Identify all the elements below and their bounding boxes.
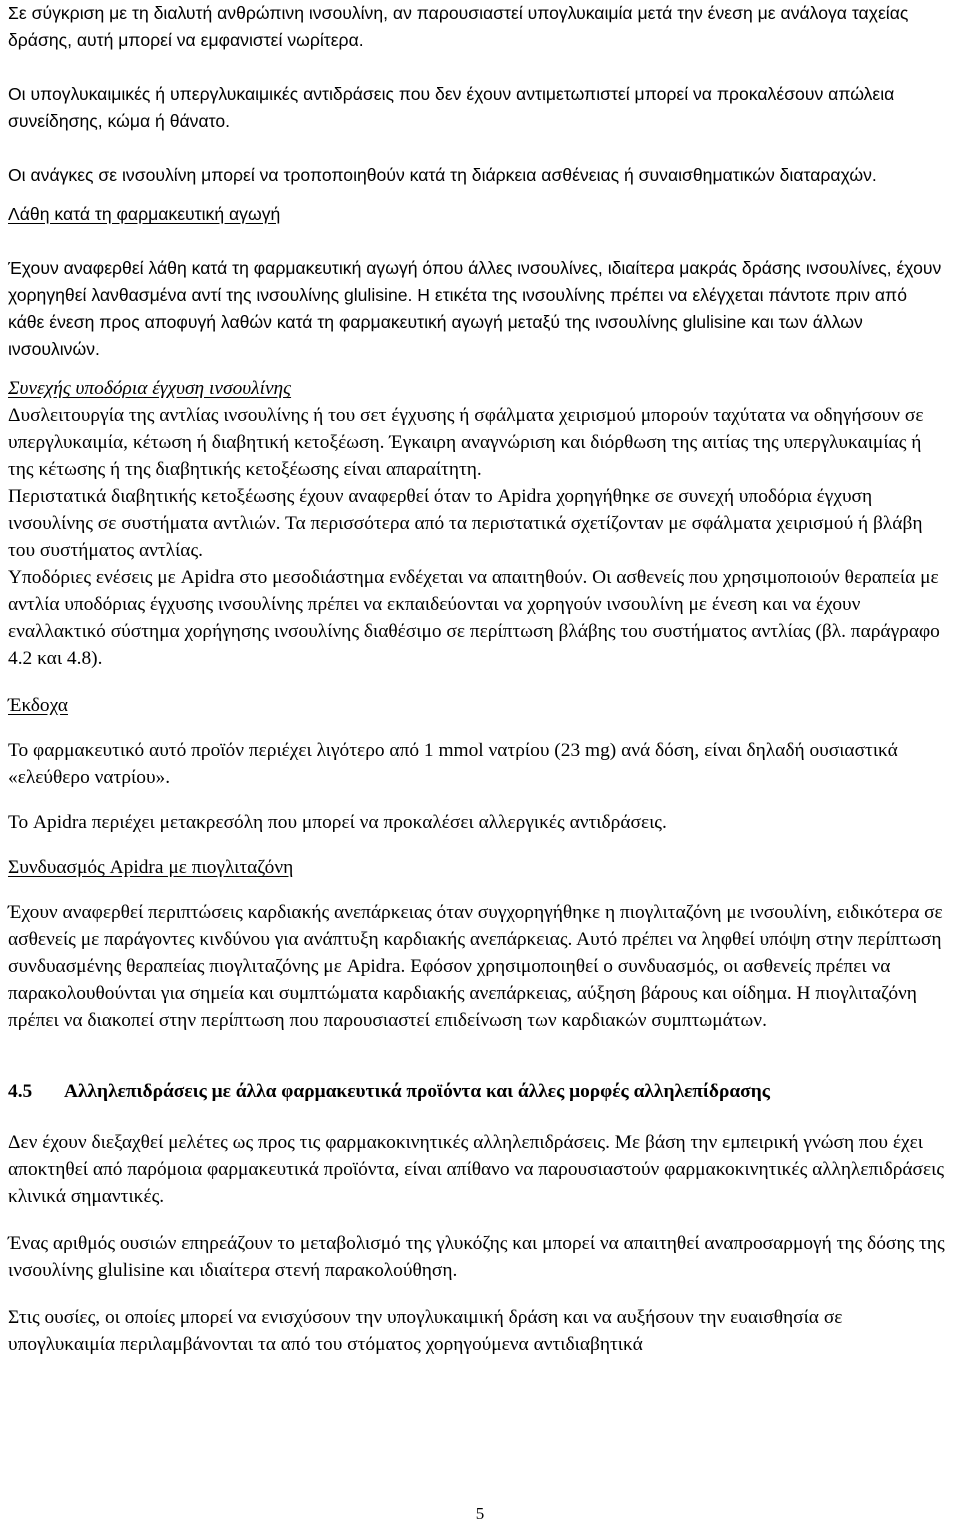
paragraph-untreated-reactions: Οι υπογλυκαιμικές ή υπεργλυκαιμικές αντιδράσεις που δεν έχουν αντιμετωπιστεί μπορεί να προκαλέσουν απώλεια συνείδησης, κώμα ή θάνατο. (8, 84, 895, 131)
paragraph-glucose-metabolism: Ένας αριθμός ουσιών επηρεάζουν το μεταβολισμό της γλυκόζης και μπορεί να απαιτηθεί αναπροσαρμογή της δόσης της ινσουλίνης glulisine και ιδιαίτερα στενή παρακολούθηση. (8, 1233, 945, 1281)
page-number: 5 (475, 1504, 485, 1523)
heading-continuous-infusion: Συνεχής υποδόρια έγχυση ινσουλίνης (8, 378, 292, 399)
heading-pioglitazone: Συνδυασμός Apidra με πιογλιταζόνη (8, 857, 294, 878)
paragraph-pioglitazone: Έχουν αναφερθεί περιπτώσεις καρδιακής ανεπάρκειας όταν συγχορηγήθηκε η πιογλιταζόνη με ινσουλίνη, ειδικότερα σε ασθενείς με παράγοντες κινδύνου για ανάπτυξη καρδιακής ανεπάρκειας. Αυτό πρέπει να ληφθεί υπόψη στην περίπτωση συνδυασμένης θεραπείας πιογλιταζόνης με Apidra. Εφόσον χρησιμοποιηθεί ο συνδυασμός, οι ασθενείς πρέπει να παρακολουθούνται για σημεία και συμπτώματα καρδιακής ανεπάρκειας, αύξηση βάρους και οίδημα. Η πιογλιταζόνη πρέπει να διακοπεί στην περίπτωση που παρουσιαστεί επιδείνωση των καρδιακών συμπτωμάτων. (8, 902, 943, 1031)
paragraph-sodium: Το φαρμακευτικό αυτό προϊόν περιέχει λιγότερο από 1 mmol νατρίου (23 mg) ανά δόση, είναι δηλαδή ουσιαστικά «ελεύθερο νατρίου». (8, 740, 898, 788)
section-number: 4.5 (8, 1081, 33, 1102)
section-title: Αλληλεπιδράσεις με άλλα φαρμακευτικά προϊόντα και άλλες μορφές αλληλεπίδρασης (64, 1081, 770, 1102)
heading-medication-errors: Λάθη κατά τη φαρμακευτική αγωγή (8, 204, 281, 224)
paragraph-ketoacidosis-cases: Περιστατικά διαβητικής κετοξέωσης έχουν αναφερθεί όταν το Apidra χορηγήθηκε σε συνεχή υποδόρια έγχυση ινσουλίνης σε συστήματα αντλιών. Τα περισσότερα από τα περιστατικά σχετίζονταν με σφάλματα χειρισμού ή βλάβη του συστήματος αντλίας. (8, 486, 923, 561)
paragraph-pk-interactions: Δεν έχουν διεξαχθεί μελέτες ως προς τις φαρμακοκινητικές αλληλεπιδράσεις. Με βάση την εμπειρική γνώση που έχει αποκτηθεί από παρόμοια φαρμακευτικά προϊόντα, είναι απίθανο να παρουσιαστούν φαρμακοκινητικές αλληλεπιδράσεις κλινικά σημαντικές. (8, 1132, 945, 1207)
paragraph-subcutaneous-injections: Υποδόριες ενέσεις με Apidra στο μεσοδιάστημα ενδέχεται να απαιτηθούν. Οι ασθενείς που χρησιμοποιούν θεραπεία με αντλία υποδόριας έγχυσης ινσουλίνης πρέπει να εκπαιδεύονται να χορηγούν ινσουλίνη με ένεση και να έχουν εναλλακτικό σύστημα χορήγησης ινσουλίνης διαθέσιμο σε περίπτωση βλάβης του συστήματος αντλίας (βλ. παράγραφο 4.2 και 4.8). (8, 567, 940, 669)
paragraph-insulin-needs: Οι ανάγκες σε ινσουλίνη μπορεί να τροποποιηθούν κατά τη διάρκεια ασθένειας ή συναισθηματικών διαταραχών. (8, 165, 877, 185)
paragraph-hypoglycemic-enhancers: Στις ουσίες, οι οποίες μπορεί να ενισχύσουν την υπογλυκαιμική δράση και να αυξήσουν την ευαισθησία σε υπογλυκαιμία περιλαμβάνονται τα από του στόματος χορηγούμενα αντιδιαβητικά (8, 1307, 843, 1355)
paragraph-pump-malfunction: Δυσλειτουργία της αντλίας ινσουλίνης ή του σετ έγχυσης ή σφάλματα χειρισμού μπορούν ταχύτατα να οδηγήσουν σε υπεργλυκαιμία, κέτωση ή διαβητική κετοξέωση. Έγκαιρη αναγνώριση και διόρθωση της αιτίας της υπεργλυκαιμίας ή της κέτωσης ή της διαβητικής κετοξέωσης είναι απαραίτητη. (8, 405, 924, 480)
section-4-5-heading (8, 1078, 948, 1105)
paragraph-hypoglycemia-onset: Σε σύγκριση με τη διαλυτή ανθρώπινη ινσουλίνη, αν παρουσιαστεί υπογλυκαιμία μετά την ένεση με ανάλογα ταχείας δράσης, αυτή μπορεί να εμφανιστεί νωρίτερα. (8, 3, 909, 50)
heading-excipients: Έκδοχα (8, 695, 68, 716)
paragraph-medication-errors: Έχουν αναφερθεί λάθη κατά τη φαρμακευτική αγωγή όπου άλλες ινσουλίνες, ιδιαίτερα μακράς δράσης ινσουλίνες, έχουν χορηγηθεί λανθασμένα αντί της ινσουλίνης glulisine. Η ετικέτα της ινσουλίνης πρέπει να ελέγχεται πάντοτε πριν από κάθε ένεση προς αποφυγή λαθών κατά τη φαρμακευτική αγωγή μεταξύ της ινσουλίνης glulisine και των άλλων ινσουλινών. (8, 258, 942, 359)
paragraph-metacresol: Το Apidra περιέχει μετακρεσόλη που μπορεί να προκαλέσει αλλεργικές αντιδράσεις. (8, 812, 667, 833)
